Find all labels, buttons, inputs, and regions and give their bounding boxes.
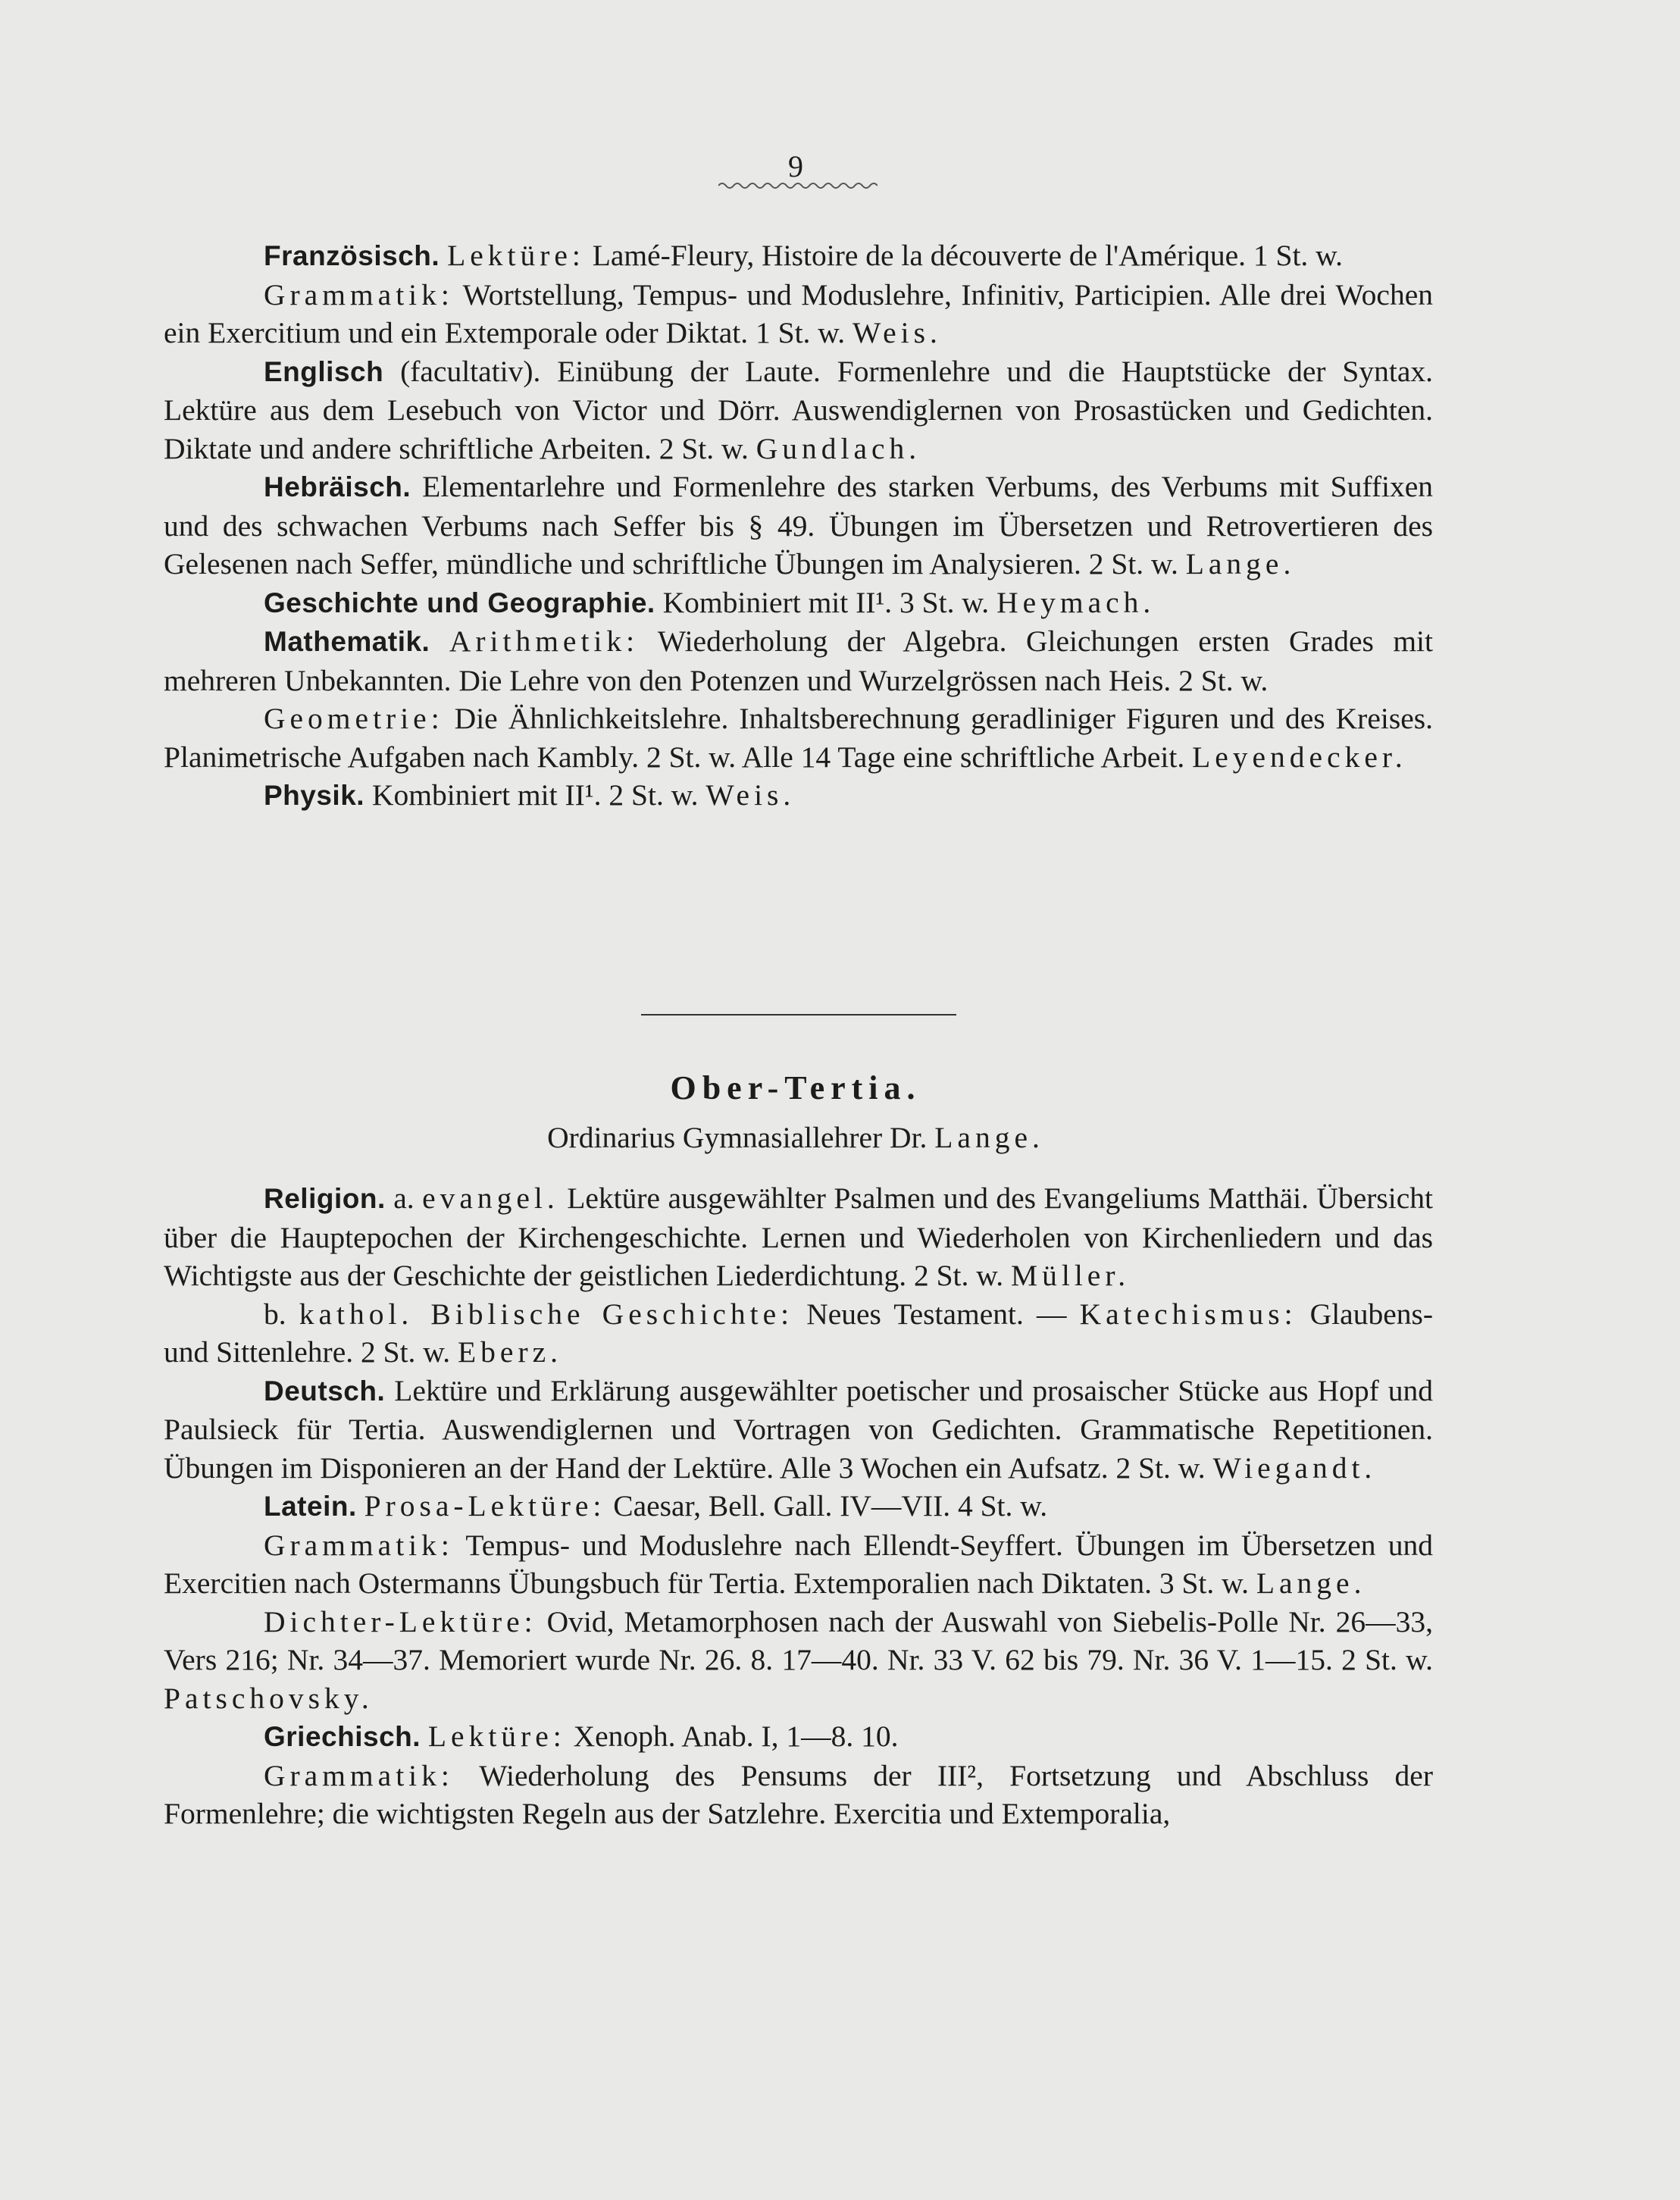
body-text: Neues Testament. — (793, 1297, 1080, 1331)
subtitle-text: Ordinarius Gymnasiallehrer Dr. (547, 1121, 935, 1154)
subject-heading: Physik. (264, 780, 365, 811)
body-text: Wortstellung, Tempus- und Moduslehre, Infinitiv, Participien. Alle drei Wochen ein Exercitium und ein Extemporale oder Diktat. 1 St. w. (164, 277, 1433, 349)
spaced-term: Katechismus: (1079, 1297, 1297, 1331)
spaced-term: Lektüre: (447, 239, 585, 272)
body-text: b. (264, 1297, 299, 1331)
paragraph-religion-evangelisch (164, 1179, 1433, 1295)
paragraph-physik (164, 776, 1433, 815)
page-number-ornament (718, 180, 878, 191)
lower-section (164, 1179, 1433, 1833)
paragraph-hebraeisch (164, 468, 1433, 584)
paragraph-englisch (164, 352, 1433, 468)
upper-section (164, 236, 1433, 815)
teacher-name: Lange. (1256, 1566, 1366, 1600)
paragraph-latein (164, 1487, 1433, 1526)
teacher-name: Eberz. (458, 1335, 563, 1369)
teacher-name: Leyendecker. (1192, 740, 1407, 774)
body-text: a. (385, 1181, 423, 1215)
teacher-name: Lange. (934, 1121, 1044, 1154)
body-text: Kombiniert mit II¹. 2 St. w. (364, 778, 706, 812)
body-text: Lektüre ausgewählter Psalmen und des Evangeliums Matthäi. Übersicht über die Hauptepochen der Kirchengeschichte. Lernen und Wiederholen von Kirchenliedern und das Wichtigste aus der Geschichte der geistlichen Liederdichtung. 2 St. w. (164, 1181, 1433, 1292)
body-text: Caesar, Bell. Gall. IV—VII. 4 St. w. (605, 1489, 1048, 1522)
subject-heading: Deutsch. (264, 1375, 386, 1407)
spaced-term: kathol. Biblische Geschichte: (299, 1297, 794, 1331)
paragraph-griechisch (164, 1717, 1433, 1757)
paragraph-franzoesisch (164, 236, 1433, 276)
subject-heading: Mathematik. (264, 626, 430, 657)
section-title: Ober-Tertia. (670, 1069, 921, 1106)
paragraph-geschichte (164, 584, 1433, 623)
teacher-name: Gundlach. (756, 431, 921, 465)
subject-heading: Französisch. (264, 240, 440, 271)
paragraph-religion-katholisch (164, 1295, 1433, 1372)
spaced-term: Lektüre: (427, 1720, 566, 1753)
teacher-name: Heymach. (996, 585, 1156, 619)
body-text: Glaubens- und Sittenlehre. 2 St. w. (164, 1297, 1434, 1369)
paragraph-latein-dichter (164, 1603, 1433, 1718)
subject-heading: Hebräisch. (264, 471, 411, 502)
teacher-name: Weis. (705, 778, 796, 812)
spaced-term: Geometrie: (264, 702, 444, 735)
spaced-term: Grammatik: (264, 277, 454, 311)
subject-heading: Latein. (264, 1491, 357, 1522)
spaced-term: Arithmetik: (449, 624, 640, 658)
spaced-term: Prosa-Lektüre: (364, 1489, 606, 1522)
subject-heading: Englisch (264, 355, 384, 387)
subject-heading: Geschichte und Geographie. (264, 587, 655, 618)
body-text: Kombiniert mit II¹. 3 St. w. (655, 585, 997, 619)
teacher-name: Lange. (1185, 547, 1296, 581)
body-text: Tempus- und Moduslehre nach Ellendt-Seyffert. Übungen im Übersetzen und Exercitien nach Ostermanns Übungsbuch für Tertia. Extemporalien nach Diktaten. 3 St. w. (164, 1528, 1433, 1600)
body-text: Die Ähnlichkeitslehre. Inhaltsberechnung geradliniger Figuren und des Kreises. Planimetrische Aufgaben nach Kambly. 2 St. w. Alle 14 Tage eine schriftliche Arbeit. (164, 702, 1433, 774)
body-text: Elementarlehre und Formenlehre des starken Verbums, des Verbums mit Suffixen und des schwachen Verbums nach Seffer bis § 49. Übungen im Übersetzen und Retrovertieren des Gelesenen nach Seffer, mündliche und schriftliche Übungen im Analysieren. 2 St. w. (164, 470, 1433, 581)
spaced-term: Grammatik: (264, 1758, 454, 1792)
paragraph-geometrie (164, 699, 1433, 776)
section-subtitle (0, 1120, 1591, 1155)
paragraph-latein-grammatik (164, 1526, 1433, 1603)
teacher-name: Weis. (853, 316, 942, 349)
subject-heading: Religion. (264, 1183, 386, 1214)
teacher-name: Patschovsky. (164, 1681, 374, 1715)
body-text: Ovid, Metamorphosen nach der Auswahl von Siebelis-Polle Nr. 26—33, Vers 216; Nr. 34—37. Memoriert wurde Nr. 26. 8. 17—40. Nr. 33 V. 62 bis 79. Nr. 36 V. 1—15. 2 St. w. (164, 1604, 1433, 1676)
body-text: Wiederholung der Algebra. Gleichungen ersten Grades mit mehreren Unbekannten. Die Lehre von den Potenzen und Wurzelgrössen nach Heis. 2 St. w. (164, 624, 1433, 697)
body-text: (facultativ). Einübung der Laute. Formenlehre und die Hauptstücke der Syntax. Lektüre aus dem Lesebuch von Victor und Dörr. Auswendiglernen von Prosastücken und Gedichten. Diktate und andere schriftliche Arbeiten. 2 St. w. (164, 354, 1433, 465)
body-text: Wiederholung des Pensums der III², Fortsetzung und Abschluss der Formenlehre; die wichtigsten Regeln aus der Satzlehre. Exercitia und Extemporalia, (164, 1758, 1433, 1830)
paragraph-deutsch (164, 1372, 1433, 1488)
teacher-name: Wiegandt. (1212, 1450, 1377, 1485)
teacher-name: Müller. (1010, 1259, 1131, 1292)
body-text: Lektüre und Erklärung ausgewählter poetischer und prosaischer Stücke aus Hopf und Paulsieck für Tertia. Auswendiglernen und Vortragen von Gedichten. Grammatische Repetitionen. Übungen im Disponieren an der Hand der Lektüre. Alle 3 Wochen ein Aufsatz. 2 St. w. (164, 1373, 1433, 1485)
body-text: Xenoph. Anab. I, 1—8. 10. (565, 1720, 899, 1753)
page-number: 9 (788, 149, 803, 183)
paragraph-franzoesisch-grammatik (164, 276, 1433, 352)
spaced-term: Grammatik: (264, 1528, 454, 1562)
subject-heading: Griechisch. (264, 1721, 421, 1752)
spaced-term: Dichter-Lektüre: (264, 1604, 537, 1638)
section-divider (641, 1014, 956, 1016)
spaced-term: evangel. (422, 1181, 559, 1215)
paragraph-griechisch-grammatik (164, 1757, 1433, 1833)
paragraph-mathematik (164, 622, 1433, 699)
body-text: Lamé-Fleury, Histoire de la découverte de l'Amérique. 1 St. w. (584, 239, 1344, 272)
